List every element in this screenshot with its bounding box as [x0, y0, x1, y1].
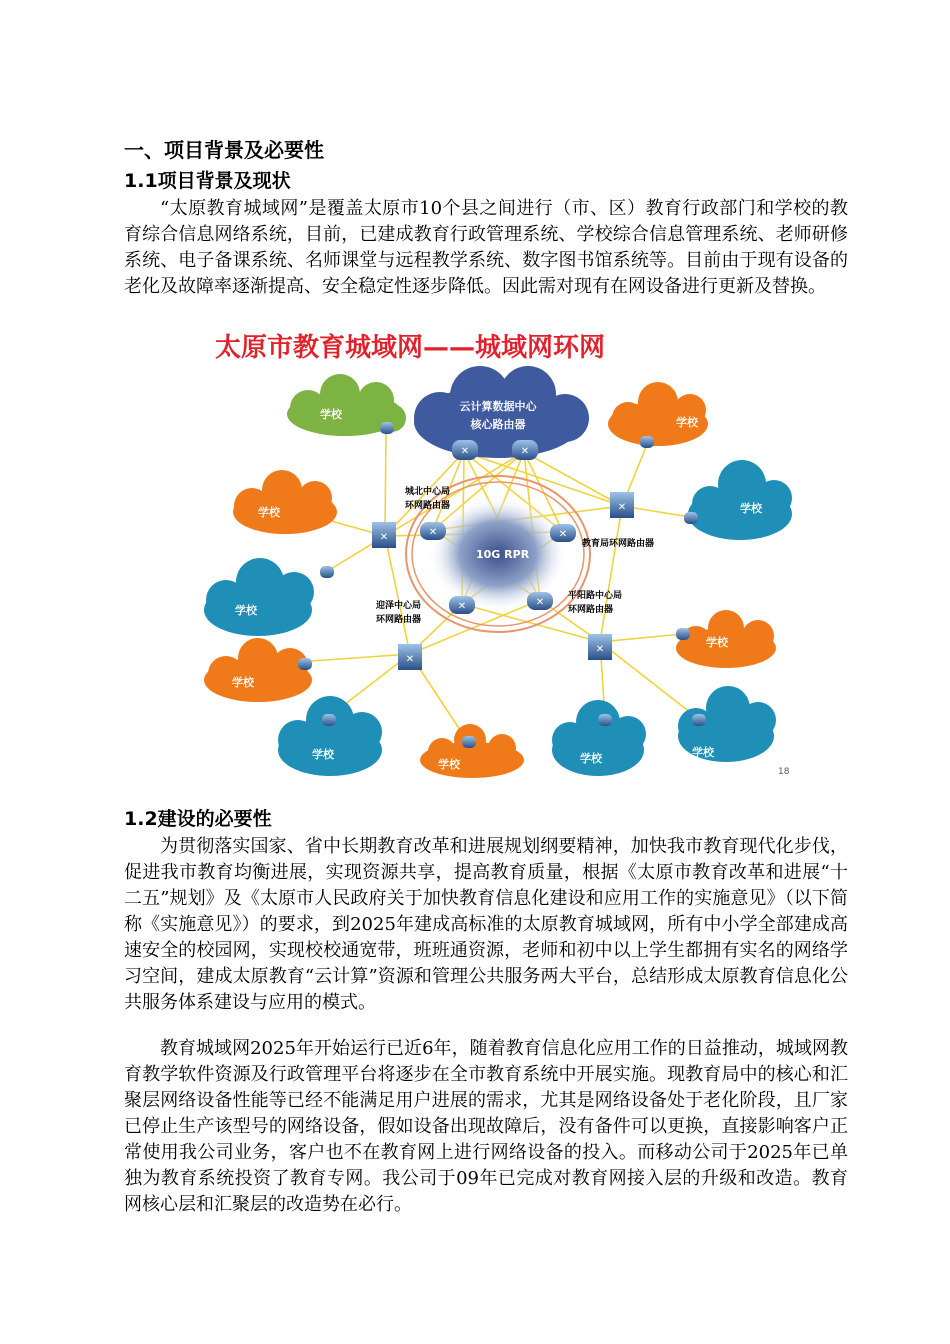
- necessity-paragraph-2: 教育城域网2025年开始运行已近6年，随着教育信息化应用工作的日益推动，城域网教育教学软件资源及行政管理平台将逐步在全市教育系统中开展实施。现教育局中的核心和汇聚层网络设备性能等已经不能满足用户进展的需求，尤其是网络设备处于老化阶段，且厂家已停止生产该型号的网络设备，假如设备出现故障后，没有备件可以更换，直接影响客户正常使用我公司业务，客户也不在教育网上进行网络设备的投入。而移动公司于2025年已单独为教育系统投资了教育专网。我公司于09年已完成对教育网接入层的升级和改造。教育网核心层和汇聚层的改造势在必行。: [124, 1038, 848, 1215]
- svg-text:✕: ✕: [595, 644, 605, 655]
- svg-text:学校: 学校: [258, 506, 280, 519]
- aggregation-switch-left: [372, 522, 396, 548]
- node-yingze-label: 迎泽中心局: [376, 601, 422, 611]
- svg-text:学校: 学校: [312, 748, 334, 761]
- svg-text:学校: 学校: [235, 604, 257, 617]
- school-cloud-blue-3: [552, 700, 646, 776]
- school-cloud-orange-2: [204, 638, 312, 702]
- ring-router-yingze: [449, 596, 475, 614]
- svg-text:学校: 学校: [320, 408, 342, 421]
- school-cloud-blue-1: [204, 558, 334, 636]
- school-cloud-blue-5: [684, 460, 792, 540]
- aggregation-switch-right: [610, 492, 634, 518]
- subsection-heading-background: 1.1项目背景及现状: [124, 170, 291, 192]
- core-router-2: [512, 440, 538, 460]
- node-north-label: 城北中心局: [405, 487, 451, 497]
- core-router-1: [452, 440, 478, 460]
- svg-text:✕: ✕: [520, 446, 530, 457]
- core-router-label: 核心路由器: [470, 418, 526, 431]
- node-pingyang-label: 平阳路中心局: [568, 591, 623, 601]
- network-diagram-svg: [180, 322, 810, 782]
- school-cloud-blue-2: [278, 696, 382, 776]
- node-edu-label: 教育局环网路由器: [582, 539, 655, 549]
- network-diagram: [180, 322, 810, 782]
- datacenter-cloud: [414, 366, 589, 458]
- school-cloud-blue-4: [678, 686, 776, 762]
- node-north-sublabel: 环网路由器: [405, 501, 451, 511]
- node-pingyang-sublabel: 环网路由器: [568, 605, 614, 615]
- ring-router-north: [420, 522, 446, 540]
- aggregation-switch-bottom-right: [588, 634, 612, 660]
- svg-text:学校: 学校: [706, 636, 728, 649]
- school-cloud-orange-3: [420, 724, 524, 778]
- school-cloud-green: [287, 374, 406, 436]
- necessity-paragraph-1: 为贯彻落实国家、省中长期教育改革和进展规划纲要精神，加快我市教育现代化步伐，促进我市教育均衡进展，实现资源共享，提高教育质量，根据《太原市教育改革和进展“十二五”规划》及《太原市人民政府关于加快教育信息化建设和应用工作的实施意见》（以下简称《实施意见》）的要求，到2025年建成高标准的太原教育城域网，所有中小学全部建成高速安全的校园网，实现校校通宽带，班班通资源，老师和初中以上学生都拥有实名的网络学习空间，建成太原教育“云计算”资源和管理公共服务两大平台，总结形成太原教育信息化公共服务体系建设与应用的模式。: [124, 836, 848, 1013]
- svg-text:学校: 学校: [740, 502, 762, 515]
- svg-text:学校: 学校: [692, 746, 714, 759]
- svg-text:学校: 学校: [438, 758, 460, 771]
- svg-text:学校: 学校: [232, 676, 254, 689]
- section-heading: 一、项目背景及必要性: [124, 138, 324, 162]
- svg-text:✕: ✕: [428, 527, 438, 538]
- figure-page-number: 18: [778, 767, 790, 777]
- school-cloud-orange-4: [676, 610, 776, 668]
- school-cloud-orange-5: [608, 382, 708, 448]
- svg-text:✕: ✕: [457, 601, 467, 612]
- svg-text:✕: ✕: [535, 597, 545, 608]
- svg-text:✕: ✕: [617, 502, 627, 513]
- subsection-heading-necessity: 1.2建设的必要性: [124, 808, 272, 830]
- datacenter-label: 云计算数据中心: [459, 400, 537, 413]
- svg-text:学校: 学校: [580, 752, 602, 765]
- ring-label: 10G RPR: [476, 548, 530, 561]
- diagram-title: 太原市教育城域网——城域网环网: [214, 333, 606, 363]
- svg-text:学校: 学校: [676, 416, 698, 429]
- svg-text:✕: ✕: [405, 654, 415, 665]
- ring-router-edu: [550, 524, 576, 542]
- svg-text:✕: ✕: [460, 446, 470, 457]
- school-cloud-orange-1: [233, 470, 337, 534]
- aggregation-switch-bottom-left: [398, 644, 422, 670]
- svg-text:✕: ✕: [379, 532, 389, 543]
- background-paragraph: “太原教育城域网”是覆盖太原市10个县之间进行（市、区）教育行政部门和学校的教育综合信息网络系统，目前，已建成教育行政管理系统、学校综合信息管理系统、老师研修系统、电子备课系统、名师课堂与远程教学系统、数字图书馆系统等。目前由于现有设备的老化及故障率逐渐提高、安全稳定性逐步降低。因此需对现有在网设备进行更新及替换。: [124, 198, 848, 297]
- ring-router-pingyang: [527, 592, 553, 610]
- svg-text:✕: ✕: [558, 529, 568, 540]
- node-yingze-sublabel: 环网路由器: [376, 615, 422, 625]
